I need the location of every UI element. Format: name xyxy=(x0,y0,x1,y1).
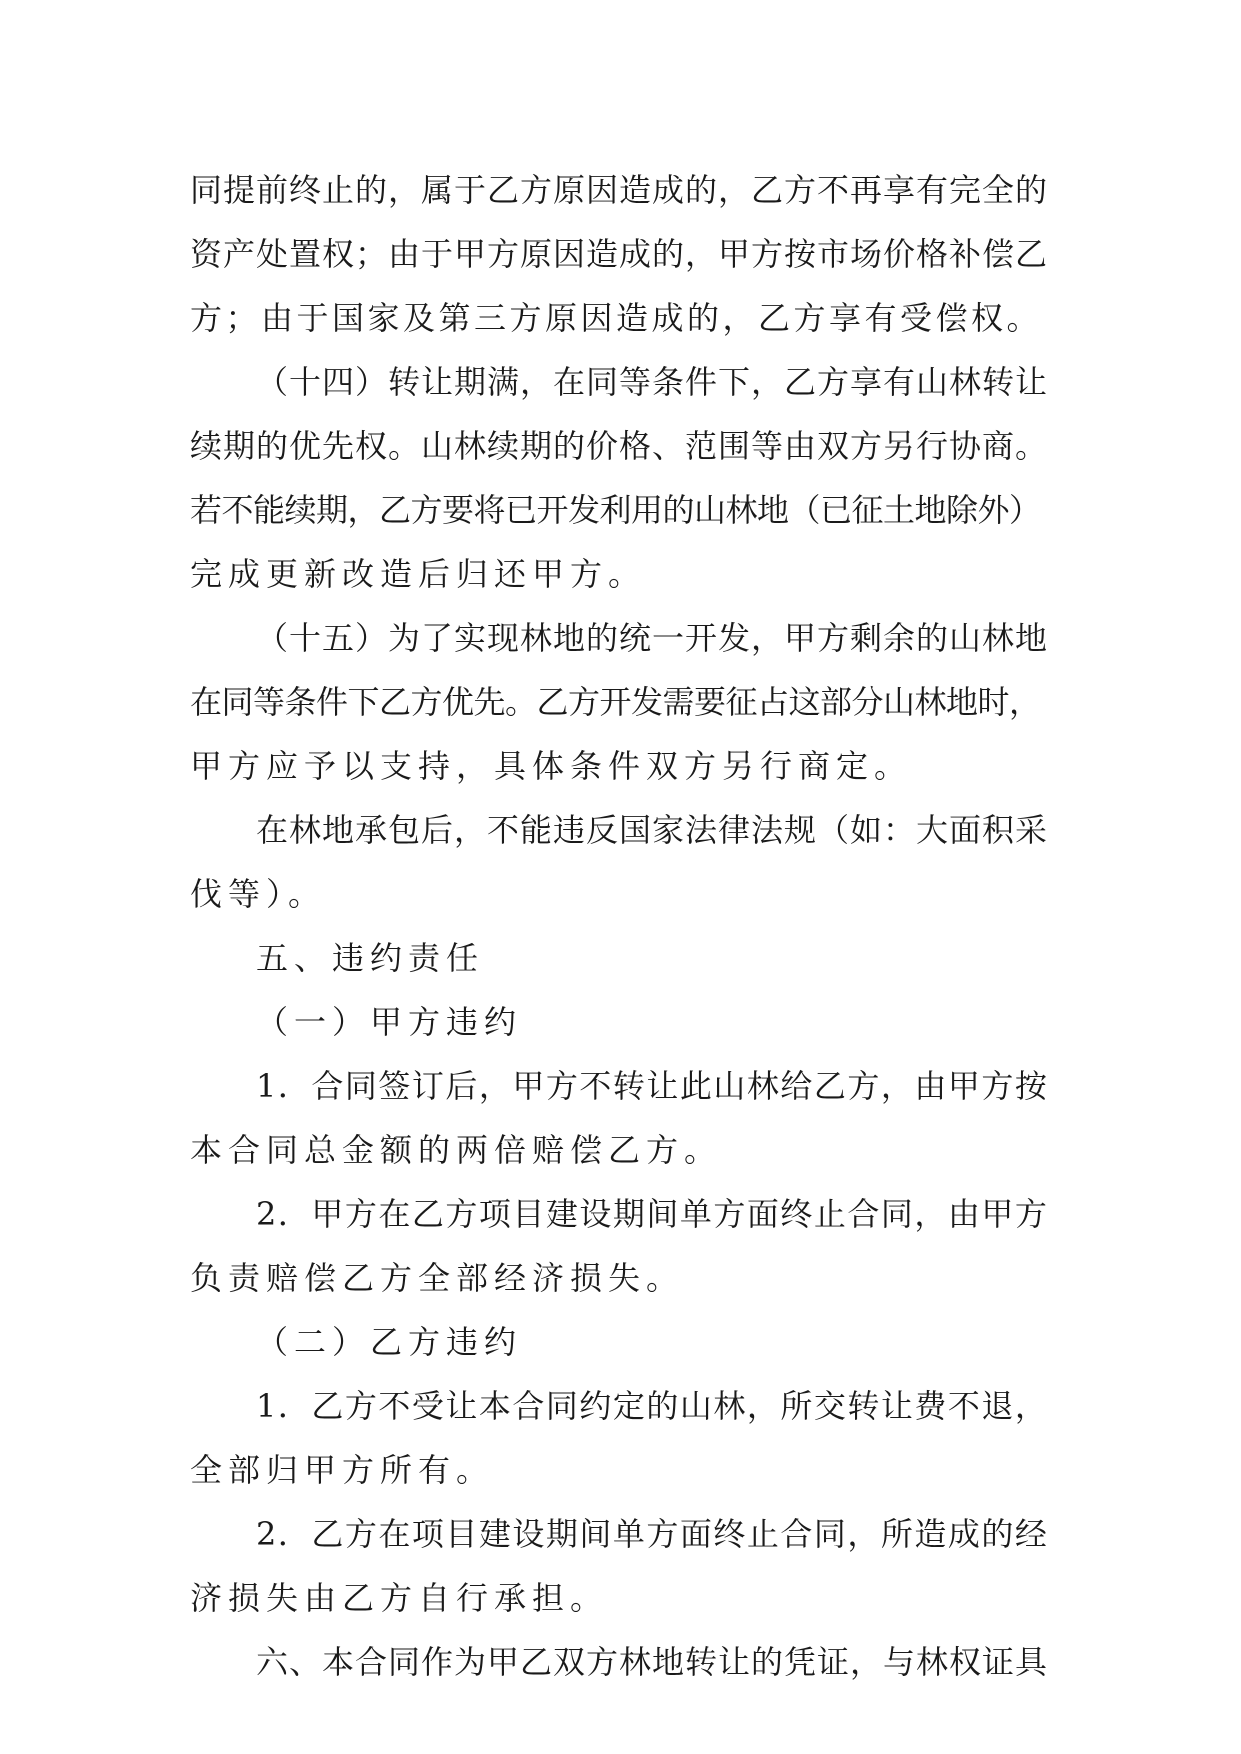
text-line: 负责赔偿乙方全部经济损失。 xyxy=(190,1259,685,1297)
contract-text-body xyxy=(190,158,1050,1694)
text-line: 本合同总金额的两倍赔偿乙方。 xyxy=(190,1131,723,1169)
text-line: 济损失由乙方自行承担。 xyxy=(190,1579,609,1617)
text-line: 1．合同签订后，甲方不转让此山林给乙方，由甲方按 xyxy=(256,1067,1049,1105)
text-line: 续期的优先权。山林续期的价格、范围等由双方另行协商。 xyxy=(190,427,1049,465)
text-line: 在林地承包后，不能违反国家法律法规（如：大面积采 xyxy=(256,811,1049,849)
text-line-clause-15: （十五）为了实现林地的统一开发，甲方剩余的山林地 xyxy=(256,619,1049,657)
subheading-party-a-breach: （一）甲方违约 xyxy=(256,1003,523,1041)
section-heading-breach: 五、违约责任 xyxy=(256,939,485,977)
subheading-party-b-breach: （二）乙方违约 xyxy=(256,1323,523,1361)
text-line: 资产处置权；由于甲方原因造成的，甲方按市场价格补偿乙 xyxy=(190,235,1049,273)
text-line: 全部归甲方所有。 xyxy=(190,1451,495,1489)
text-line: 1．乙方不受让本合同约定的山林，所交转让费不退， xyxy=(256,1387,1049,1425)
text-line: 2．甲方在乙方项目建设期间单方面终止合同，由甲方 xyxy=(256,1195,1049,1233)
text-line: 2．乙方在项目建设期间单方面终止合同，所造成的经 xyxy=(256,1515,1049,1553)
text-line-clause-14: （十四）转让期满，在同等条件下，乙方享有山林转让 xyxy=(256,363,1049,401)
text-line: 在同等条件下乙方优先。乙方开发需要征占这部分山林地时， xyxy=(190,683,1041,721)
text-line: 伐等）。 xyxy=(190,875,327,913)
text-line: 同提前终止的，属于乙方原因造成的，乙方不再享有完全的 xyxy=(190,171,1049,209)
text-line: 甲方应予以支持，具体条件双方另行商定。 xyxy=(190,747,913,785)
text-line: 若不能续期，乙方要将已开发利用的山林地（已征土地除外） xyxy=(190,491,1041,529)
text-line: 方；由于国家及第三方原因造成的，乙方享有受偿权。 xyxy=(190,299,1043,337)
section-heading-six: 六、本合同作为甲乙双方林地转让的凭证，与林权证具 xyxy=(256,1643,1049,1681)
text-line: 完成更新改造后归还甲方。 xyxy=(190,555,647,593)
